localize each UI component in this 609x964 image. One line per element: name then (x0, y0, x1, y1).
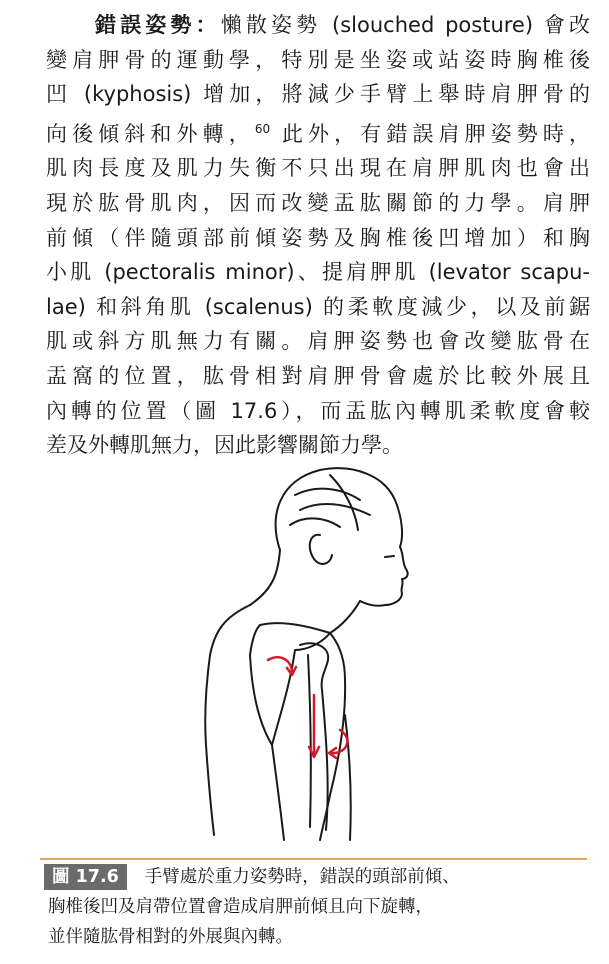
arm-back (272, 745, 284, 840)
paragraph-line-8: 小肌 (pectoralis minor)、提肩胛肌 (levator scapu- (46, 260, 590, 285)
paragraph-line-2: 變肩胛骨的運動學，特別是坐姿或站姿時胸椎後 (46, 47, 590, 72)
caption-line-2: 胸椎後凹及肩帶位置會造成肩胛前傾且向下旋轉， (48, 897, 433, 917)
paragraph-line-1: 錯誤姿勢：懶散姿勢 (slouched posture) 會改 (95, 13, 590, 37)
humerus-inner (308, 655, 311, 827)
hair-strands (290, 475, 370, 530)
paragraph-line-11: 盂窩的位置，肱骨相對肩胛骨會處於比較外展且 (46, 363, 590, 388)
paragraph-line-13: 差及外轉肌無力，因此影響關節力學。 (46, 433, 403, 458)
paragraph-line-6: 現於肱骨肌肉，因而改變盂肱關節的力學。肩胛 (46, 190, 590, 215)
paragraph-line-9: lae) 和斜角肌 (scalenus) 的柔軟度減少，以及前鋸 (46, 294, 590, 319)
body-paragraph (46, 8, 590, 463)
paragraph-line-3: 凹 (kyphosis) 增加，將減少手臂上舉時肩胛骨的 (46, 82, 590, 107)
paragraph-line-5: 肌肉長度及肌力失衡不只出現在肩胛肌肉也會出 (46, 156, 590, 181)
figure-caption (44, 862, 589, 952)
face-profile (360, 547, 408, 606)
paragraph-term: 錯誤姿勢： (95, 13, 221, 37)
reference-superscript: 60 (254, 121, 271, 136)
ear (310, 535, 332, 564)
paragraph-line-12: 內轉的位置（圖 17.6），而盂肱內轉肌柔軟度會較 (46, 398, 590, 423)
figure-label: 圖 17.6 (44, 864, 127, 890)
paragraph-line-10: 肌或斜方肌無力有關。肩胛姿勢也會改變肱骨在 (46, 329, 590, 354)
scapula (250, 623, 330, 745)
paragraph-line-7: 前傾（伴隨頭部前傾姿勢及胸椎後凹增加）和胸 (46, 225, 590, 250)
caption-divider (40, 858, 587, 860)
posture-illustration (180, 455, 440, 845)
neck-back (205, 550, 280, 835)
caption-line-1: 圖 17.6 手臂處於重力姿勢時，錯誤的頭部前傾、 (44, 862, 589, 892)
paragraph-line-4: 向後傾斜和外轉，$^{60}$ 此外，有錯誤肩胛姿勢時， (46, 121, 590, 146)
hair-outline (276, 468, 402, 550)
neck-front (330, 601, 360, 680)
caption-line-3: 並伴隨肱骨相對的外展與內轉。 (48, 927, 293, 947)
eye (385, 556, 394, 557)
